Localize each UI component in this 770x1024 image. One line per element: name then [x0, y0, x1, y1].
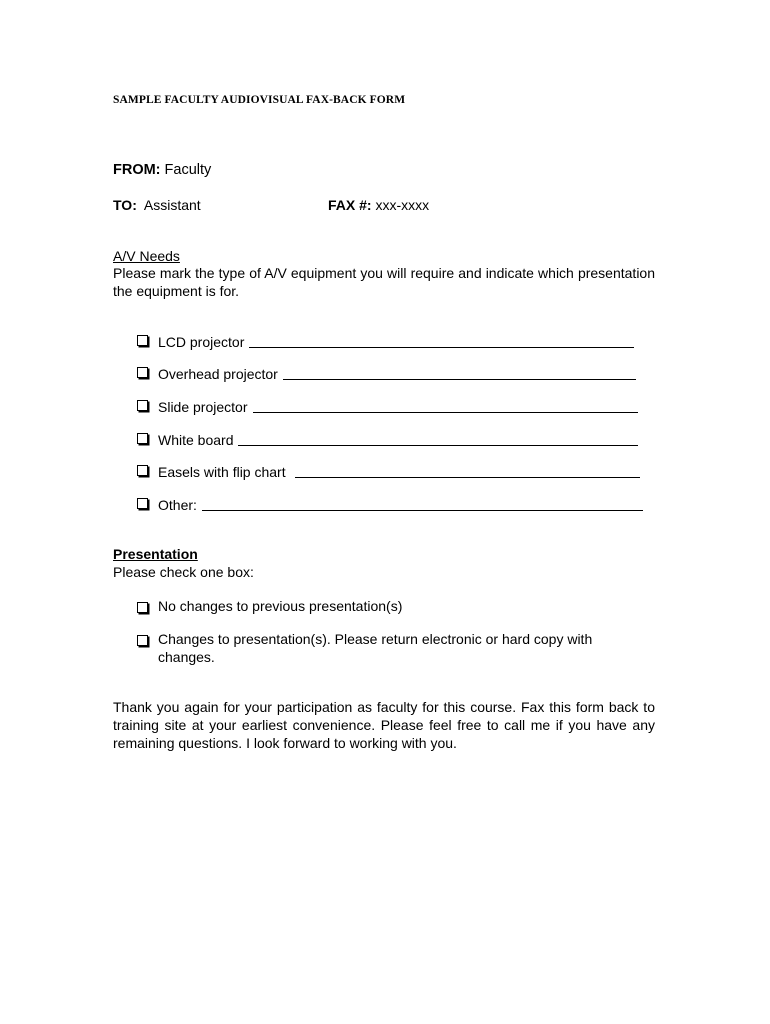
to-label: TO: — [113, 197, 137, 213]
option-label: Changes to presentation(s). Please return electronic or hard copy with changes. — [158, 631, 593, 665]
equipment-label: Easels with flip chart — [158, 464, 286, 480]
presentation-option-changes — [137, 631, 628, 666]
av-needs-heading: A/V Needs — [113, 248, 180, 264]
to-value: Assistant — [143, 197, 201, 213]
presentation-option-no-changes — [137, 598, 628, 616]
equipment-item-slide-projector — [137, 397, 638, 415]
from-line — [113, 162, 211, 178]
fill-in-line[interactable] — [253, 411, 638, 413]
checkbox-no-changes[interactable] — [137, 602, 148, 613]
equipment-label: White board — [158, 432, 234, 448]
equipment-item-white-board — [137, 430, 638, 448]
equipment-label: Other: — [158, 497, 197, 513]
equipment-label: LCD projector — [158, 334, 245, 350]
fill-in-line[interactable] — [202, 509, 643, 511]
fill-in-line[interactable] — [295, 476, 640, 478]
equipment-item-overhead-projector — [137, 364, 636, 382]
fill-in-line[interactable] — [238, 444, 638, 446]
equipment-item-easels-with-flip-chart — [137, 462, 640, 480]
fill-in-line[interactable] — [283, 378, 636, 380]
av-needs-instructions: Please mark the type of A/V equipment you will require and indicate which presentation the equipment is for. — [113, 265, 655, 299]
to-line — [113, 197, 673, 213]
checkbox-other[interactable] — [137, 498, 148, 509]
equipment-label: Overhead projector — [158, 366, 278, 382]
form-title: SAMPLE FACULTY AUDIOVISUAL FAX-BACK FORM — [113, 94, 406, 106]
checkbox-changes[interactable] — [137, 635, 148, 646]
presentation-heading: Presentation — [113, 546, 198, 562]
checkbox-overhead-projector[interactable] — [137, 367, 148, 378]
equipment-item-lcd-projector — [137, 332, 634, 350]
checkbox-lcd-projector[interactable] — [137, 335, 148, 346]
fill-in-line[interactable] — [249, 346, 634, 348]
checkbox-easels-flip-chart[interactable] — [137, 465, 148, 476]
checkbox-white-board[interactable] — [137, 433, 148, 444]
closing-paragraph: Thank you again for your participation as faculty for this course. Fax this form back to training site at your earliest convenience. Please feel free to call me if you have any remaining questions. I look forward to working with you. — [113, 699, 655, 751]
from-value: Faculty — [164, 162, 212, 178]
fax-label: FAX #: — [328, 197, 372, 213]
equipment-label: Slide projector — [158, 399, 248, 415]
checkbox-slide-projector[interactable] — [137, 400, 148, 411]
fax-value: xxx-xxxx — [375, 197, 430, 213]
equipment-item-other — [137, 495, 643, 513]
fax-field — [328, 197, 429, 213]
from-label: FROM: — [113, 162, 161, 178]
option-label: No changes to previous presentation(s) — [158, 598, 403, 614]
presentation-instructions: Please check one box: — [113, 564, 254, 580]
